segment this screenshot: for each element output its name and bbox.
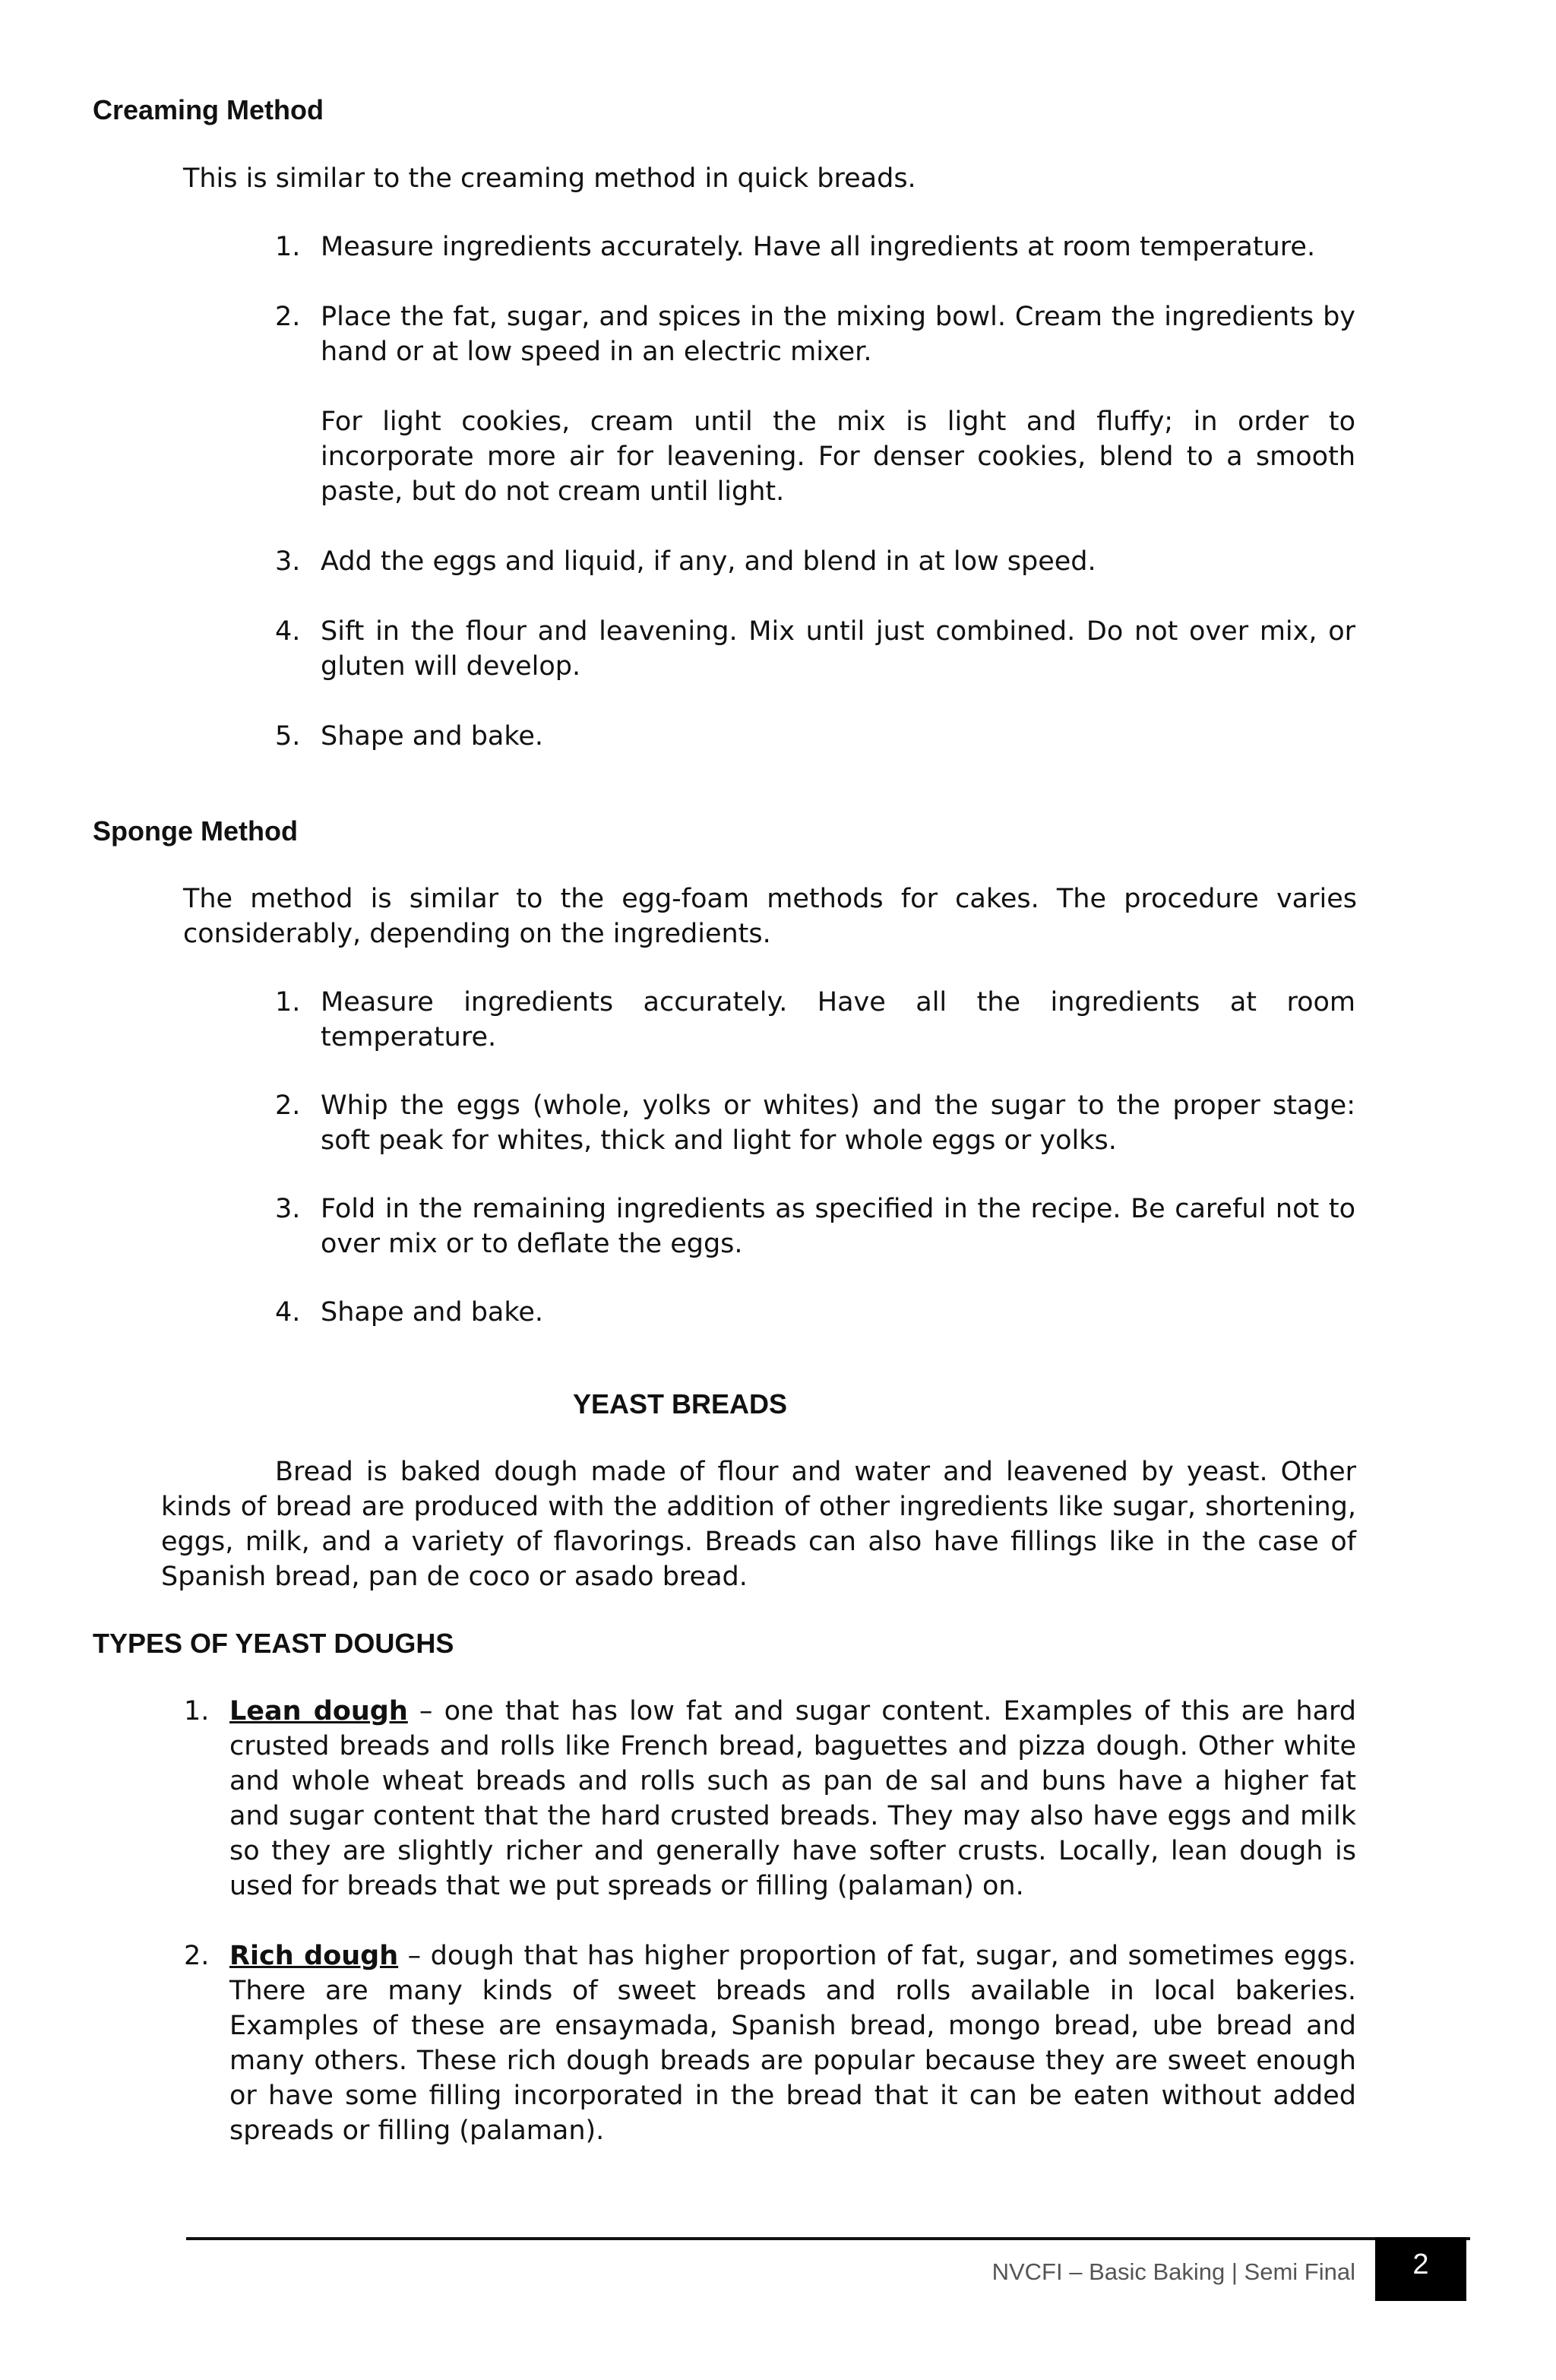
sponge-step <box>275 985 1355 1055</box>
sponge-heading: Sponge Method <box>93 815 298 847</box>
step-number: 2. <box>275 1090 301 1121</box>
step-text: Whip the eggs (whole, yolks or whites) and the sugar to the proper stage: soft peak for whites, thick and light for whole eggs or yolks. <box>321 1090 1355 1156</box>
term-description: – one that has low fat and sugar content. Examples of this are hard crusted breads and rolls like French bread, baguettes and pizza dough. Other white and whole wheat breads and rolls such as pan de sal and buns have a higher fat and sugar content that the hard crusted breads. They may also have eggs and milk so they are slightly richer and generally have softer crusts. Locally, lean dough is used for breads that we put spreads or filling (palaman) on. <box>229 1696 1357 1901</box>
sponge-step <box>275 1295 1355 1330</box>
sponge-step <box>275 1192 1355 1261</box>
yeast-title: YEAST BREADS <box>572 1388 788 1419</box>
yeast-paragraph: Bread is baked dough made of flour and water and leavened by yeast. Other kinds of bread are produced with the addition of other ingredients like sugar, shortening, eggs, milk, and a variety of flavorings. Breads can also have fillings like in the case of Spanish bread, pan de coco or asado bread. <box>161 1457 1356 1592</box>
item-number: 2. <box>184 1941 210 1971</box>
step-number: 1. <box>275 232 301 262</box>
term-lean-dough: Lean dough <box>229 1696 408 1726</box>
step-number: 3. <box>275 1194 301 1224</box>
step-text: Fold in the remaining ingredients as specified in the recipe. Be careful not to over mix or to deflate the eggs. <box>321 1194 1355 1259</box>
item-number: 1. <box>184 1696 210 1726</box>
step-number: 4. <box>275 616 301 647</box>
creaming-heading: Creaming Method <box>93 94 324 125</box>
item-text <box>229 1938 1356 2148</box>
step-number: 5. <box>275 721 301 752</box>
sponge-intro: The method is similar to the egg-foam methods for cakes. The procedure varies considerably, depending on the ingredients. <box>183 884 1357 949</box>
step-number: 3. <box>275 546 301 577</box>
term-rich-dough: Rich dough <box>229 1941 399 1971</box>
sponge-steps <box>275 985 1355 1330</box>
creaming-step <box>275 719 1355 754</box>
step-text: Shape and bake. <box>321 1297 544 1328</box>
footer-rule <box>186 2237 1470 2240</box>
creaming-steps <box>275 229 1355 754</box>
step-number: 4. <box>275 1297 301 1328</box>
item-text <box>229 1694 1356 1904</box>
step-text: Measure ingredients accurately. Have all ingredients at room temperature. <box>321 232 1316 262</box>
page-number: 2 <box>1375 2237 1466 2301</box>
step-text: For light cookies, cream until the mix is light and fluffy; in order to incorporate more air for leavening. For denser cookies, blend to a smooth paste, but do not cream until light. <box>321 407 1355 507</box>
creaming-step <box>275 299 1355 509</box>
creaming-step <box>275 544 1355 579</box>
dough-types-list <box>184 1694 1357 2148</box>
step-number: 1. <box>275 987 301 1018</box>
footer-text: NVCFI – Basic Baking | Semi Final <box>991 2258 1355 2285</box>
dough-type-item <box>184 1694 1357 1904</box>
step-text: Measure ingredients accurately. Have all the ingredients at room temperature. <box>321 987 1355 1052</box>
creaming-step <box>275 614 1355 684</box>
sponge-step <box>275 1088 1355 1158</box>
types-heading: TYPES OF YEAST DOUGHS <box>93 1628 454 1659</box>
step-text: Sift in the flour and leavening. Mix until just combined. Do not over mix, or gluten will develop. <box>321 616 1355 682</box>
step-text: Add the eggs and liquid, if any, and blend in at low speed. <box>321 546 1096 577</box>
step-number: 2. <box>275 302 301 332</box>
dough-type-item <box>184 1938 1356 2148</box>
creaming-intro: This is similar to the creaming method in quick breads. <box>183 163 916 194</box>
step-text: Shape and bake. <box>321 721 544 752</box>
step-text: Place the fat, sugar, and spices in the mixing bowl. Cream the ingredients by hand or at low speed in an electric mixer. <box>321 302 1355 367</box>
creaming-step <box>275 229 1355 264</box>
term-description: – dough that has higher proportion of fat, sugar, and sometimes eggs. There are many kinds of sweet breads and rolls available in local bakeries. Examples of these are ensaymada, Spanish bread, mongo bread, ube bread and many others. These rich dough breads are popular because they are sweet enough or have some filling incorporated in the bread that it can be eaten without added spreads or filling (palaman). <box>229 1941 1356 2146</box>
